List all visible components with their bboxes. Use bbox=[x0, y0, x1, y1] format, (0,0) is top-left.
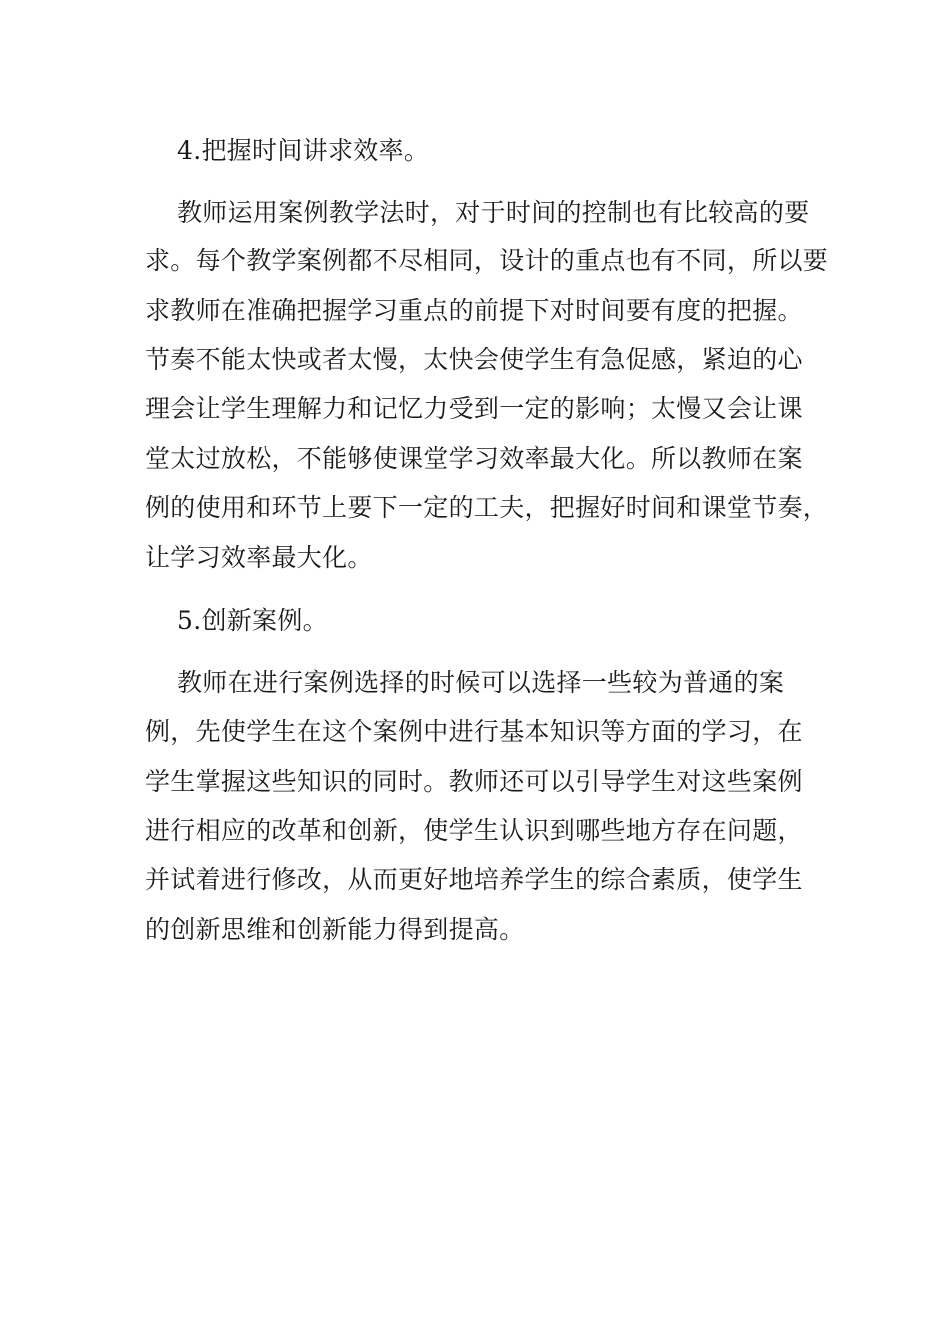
paragraph-line: 进行相应的改革和创新，使学生认识到哪些地方存在问题， bbox=[145, 816, 803, 845]
paragraph-line: 并试着进行修改，从而更好地培养学生的综合素质，使学生 bbox=[145, 865, 803, 894]
paragraph-line: 例，先使学生在这个案例中进行基本知识等方面的学习，在 bbox=[145, 717, 803, 746]
paragraph-line: 学生掌握这些知识的同时。教师还可以引导学生对这些案例 bbox=[145, 767, 803, 796]
paragraph-line: 堂太过放松，不能够使课堂学习效率最大化。所以教师在案 bbox=[145, 444, 803, 473]
paragraph-line: 教师在进行案例选择的时候可以选择一些较为普通的案 bbox=[177, 668, 785, 697]
paragraph-line: 例的使用和环节上要下一定的工夫，把握好时间和课堂节奏， bbox=[145, 493, 829, 522]
paragraph-line: 节奏不能太快或者太慢，太快会使学生有急促感，紧迫的心 bbox=[145, 345, 803, 374]
paragraph-line: 理会让学生理解力和记忆力受到一定的影响；太慢又会让课 bbox=[145, 394, 803, 423]
paragraph-line: 的创新思维和创新能力得到提高。 bbox=[145, 915, 525, 944]
section-heading-5: 5.创新案例。 bbox=[177, 606, 328, 635]
paragraph-line: 求教师在准确把握学习重点的前提下对时间要有度的把握。 bbox=[145, 296, 803, 325]
paragraph-line: 让学习效率最大化。 bbox=[145, 543, 373, 572]
section-heading-4: 4.把握时间讲求效率。 bbox=[177, 136, 430, 165]
paragraph-line: 求。每个教学案例都不尽相同，设计的重点也有不同，所以要 bbox=[145, 246, 829, 275]
paragraph-line: 教师运用案例教学法时，对于时间的控制也有比较高的要 bbox=[177, 198, 810, 227]
